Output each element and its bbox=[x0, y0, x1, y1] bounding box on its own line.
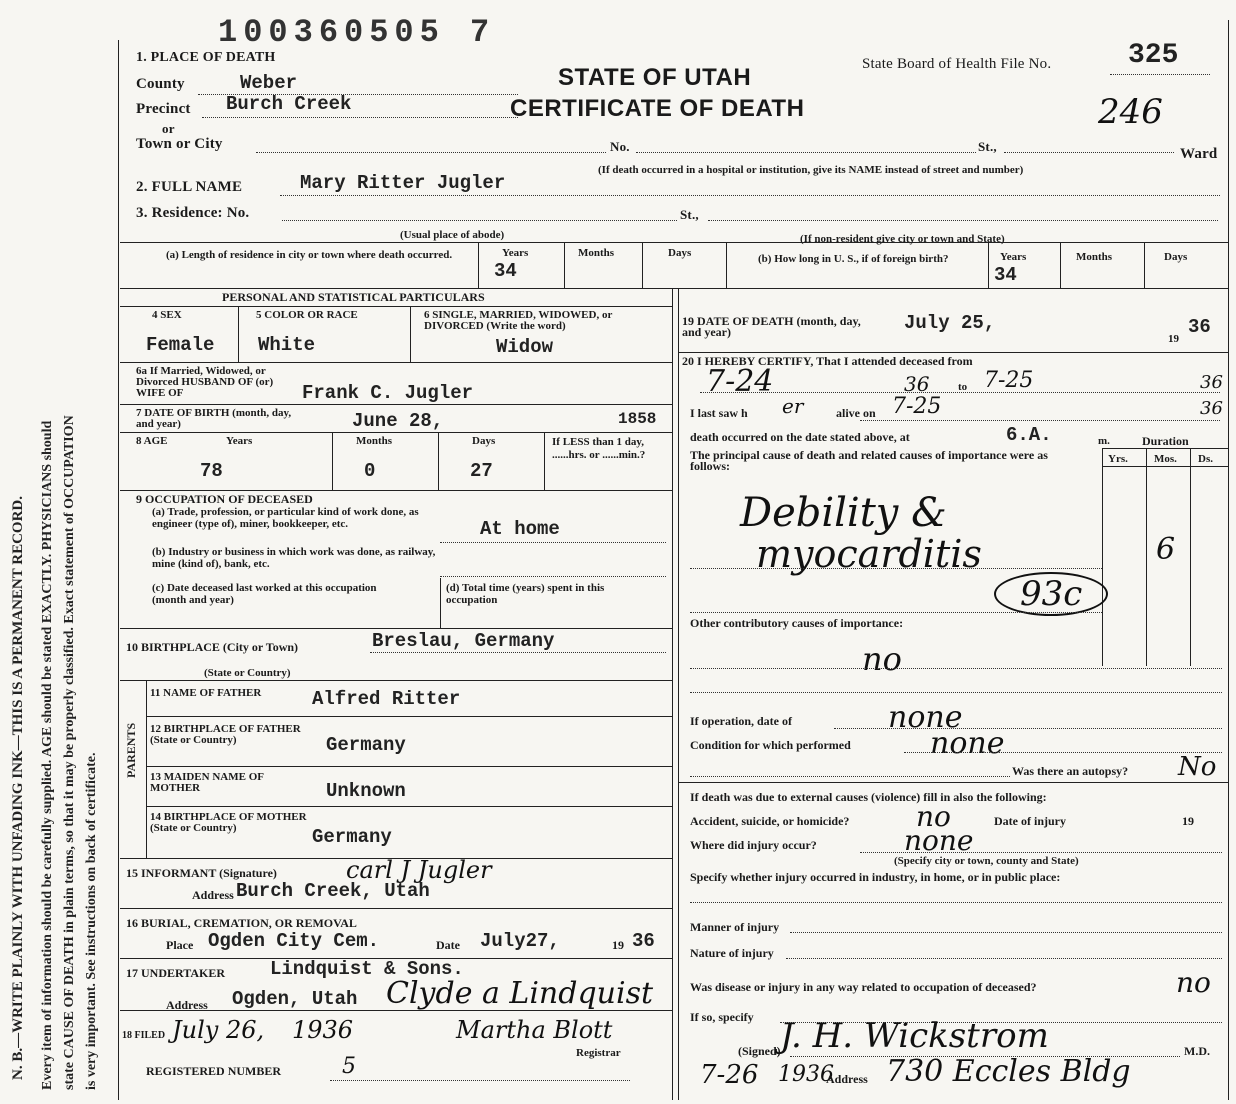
hospital-note: (If death occurred in a hospital or institution, give its NAME instead of street and number) bbox=[598, 164, 1024, 176]
death-time-label: death occurred on the date stated above, at bbox=[690, 430, 910, 444]
spouse-label: 6a If Married, Widowed, or Divorced HUSBAND OF (or) WIFE OF bbox=[136, 365, 274, 399]
last-saw-year: 36 bbox=[1200, 398, 1223, 419]
cause-code: 93c bbox=[994, 572, 1108, 616]
age-years-value: 78 bbox=[200, 460, 223, 482]
undertaker-value: Lindquist & Sons. bbox=[270, 958, 464, 980]
reg-number-label: REGISTERED NUMBER bbox=[146, 1064, 282, 1078]
attend-from: 7-24 bbox=[706, 364, 774, 399]
other-causes-value: no bbox=[862, 640, 902, 678]
filed-date: July 26, bbox=[172, 1016, 265, 1044]
residence-label: 3. Residence: No. bbox=[136, 205, 250, 221]
undertaker-signature: Clyde a Lindquist bbox=[386, 976, 654, 1011]
occupation-d-label: (d) Total time (years) spent in this occupation bbox=[446, 582, 605, 606]
where-injury-value: none bbox=[904, 824, 974, 857]
injury-date-label: Date of injury bbox=[994, 814, 1066, 828]
precinct-label: Precinct bbox=[136, 101, 191, 117]
informant-address-label: Address bbox=[192, 888, 234, 902]
res-months-label: Months bbox=[578, 247, 615, 259]
mos-label: Mos. bbox=[1154, 453, 1177, 465]
county-value: Weber bbox=[240, 72, 298, 94]
color-value: White bbox=[258, 334, 316, 356]
parents-side-label: PARENTS bbox=[124, 722, 138, 778]
marital-value: Widow bbox=[496, 336, 554, 358]
dod-year-value: 36 bbox=[1188, 316, 1211, 338]
last-saw-er: er bbox=[782, 394, 804, 418]
where-injury-label: Where did injury occur? bbox=[690, 838, 817, 852]
sex-label: 4 SEX bbox=[152, 309, 182, 321]
filed-label: 18 FILED bbox=[122, 1030, 166, 1041]
state-file-number: 325 bbox=[1128, 40, 1179, 71]
condition-label: Condition for which performed bbox=[690, 738, 851, 752]
registrar-signature: Martha Blott bbox=[456, 1016, 613, 1044]
attend-from-year: 36 bbox=[904, 372, 930, 396]
town-label: Town or City bbox=[136, 136, 223, 152]
informant-signature: carl J Jugler bbox=[346, 856, 492, 884]
manner-label: Manner of injury bbox=[690, 920, 780, 934]
attend-to-year: 36 bbox=[1200, 372, 1223, 393]
signed-date: 7-26 bbox=[700, 1060, 759, 1090]
signed-label: (Signed) bbox=[738, 1044, 781, 1058]
side-notice-line4: is very important. See instructions on back of certificate. bbox=[84, 752, 99, 1090]
burial-year-value: 36 bbox=[632, 930, 655, 952]
cause-label: The principal cause of death and related causes of importance were as follows: bbox=[690, 448, 1048, 473]
yrs-label: Yrs. bbox=[1108, 453, 1128, 465]
full-name-value: Mary Ritter Jugler bbox=[300, 172, 506, 194]
operation-label: If operation, date of bbox=[690, 714, 792, 728]
duration-label: Duration bbox=[1142, 434, 1189, 448]
county-label: County bbox=[136, 76, 185, 92]
occupation-label: 9 OCCUPATION OF DECEASED bbox=[136, 492, 313, 506]
side-notice-line1: N. B.—WRITE PLAINLY WITH UNFADING INK—THIS IS A PERMANENT RECORD. bbox=[10, 496, 26, 1080]
dod-year-prefix: 19 bbox=[1168, 333, 1179, 345]
external-causes-label: If death was due to external causes (violence) fill in also the following: bbox=[690, 790, 1047, 804]
occupation-b-label: (b) Industry or business in which work was done, as railway, mine (kind of), bank, etc. bbox=[152, 546, 436, 570]
res-years-label: Years bbox=[502, 247, 529, 259]
age-months-label: Months bbox=[356, 435, 393, 447]
to-label: to bbox=[958, 381, 968, 393]
foreign-birth-label: (b) How long in U. S., if of foreign birth? bbox=[758, 253, 949, 265]
no-label: No. bbox=[610, 139, 630, 154]
occupation-a-label: (a) Trade, profession, or particular kind of work done, as engineer (type of), miner, bookkeeper, etc. bbox=[152, 506, 419, 530]
specify-injury-label: Specify whether injury occurred in industry, in home, or in public place: bbox=[690, 870, 1061, 884]
marital-label: 6 SINGLE, MARRIED, WIDOWED, or DIVORCED (Write the word) bbox=[424, 309, 613, 332]
burial-date-value: July27, bbox=[480, 930, 560, 952]
autopsy-label: Was there an autopsy? bbox=[1012, 764, 1129, 778]
occupation-c-label: (c) Date deceased last worked at this occupation (month and year) bbox=[152, 582, 377, 606]
father-birthplace-label: 12 BIRTHPLACE OF FATHER (State or Country) bbox=[150, 723, 301, 746]
md-label: M.D. bbox=[1184, 1044, 1210, 1058]
mother-birthplace-value: Germany bbox=[312, 826, 392, 848]
attend-to: 7-25 bbox=[984, 368, 1034, 393]
side-notice-line2: Every item of information should be carefully supplied. AGE should be stated EXACTLY. PHYSICIANS should bbox=[40, 420, 55, 1090]
m-label: m. bbox=[1098, 435, 1110, 447]
age-label: 8 AGE bbox=[136, 435, 168, 447]
age-months-value: 0 bbox=[364, 460, 376, 482]
cause-months: 6 bbox=[1156, 532, 1176, 567]
occupation-value: At home bbox=[480, 518, 560, 540]
sex-value: Female bbox=[146, 334, 215, 356]
burial-year-prefix: 19 bbox=[612, 938, 624, 952]
accident-label: Accident, suicide, or homicide? bbox=[690, 814, 850, 828]
burial-date-label: Date bbox=[436, 938, 460, 952]
burial-label: 16 BURIAL, CREMATION, OR REMOVAL bbox=[126, 916, 357, 930]
dob-value: June 28, bbox=[352, 410, 444, 432]
center-divider bbox=[672, 288, 673, 1100]
title-state: STATE OF UTAH bbox=[558, 64, 752, 91]
alive-label: alive on bbox=[836, 406, 876, 420]
residence-st-label: St., bbox=[680, 207, 699, 222]
dod-label: 19 DATE OF DEATH (month, day, and year) bbox=[682, 314, 861, 339]
cause-line2: myocarditis bbox=[756, 532, 982, 576]
father-birthplace-value: Germany bbox=[326, 734, 406, 756]
birthplace-value: Breslau, Germany bbox=[372, 630, 555, 652]
state-file-label: State Board of Health File No. bbox=[862, 56, 1052, 72]
personal-heading: PERSONAL AND STATISTICAL PARTICULARS bbox=[222, 290, 485, 304]
birthplace-label: 10 BIRTHPLACE (City or Town) bbox=[126, 640, 299, 654]
burial-place-label: Place bbox=[166, 938, 194, 952]
less-than-label: If LESS than 1 day, ......hrs. or ......min.? bbox=[552, 436, 646, 461]
death-time-value: 6.A. bbox=[1006, 424, 1052, 446]
nonres-note: (If non-resident give city or town and State) bbox=[800, 233, 1005, 245]
mother-label: 13 MAIDEN NAME OF MOTHER bbox=[150, 771, 264, 794]
disease-occupation-value: no bbox=[1176, 966, 1211, 999]
father-value: Alfred Ritter bbox=[312, 688, 461, 710]
foreign-days-label: Days bbox=[1164, 251, 1188, 263]
informant-label: 15 INFORMANT (Signature) bbox=[126, 866, 277, 880]
last-saw-label: I last saw h bbox=[690, 406, 748, 420]
ward-label: Ward bbox=[1180, 146, 1218, 162]
usual-abode-note: (Usual place of abode) bbox=[400, 229, 505, 241]
full-name-label: 2. FULL NAME bbox=[136, 179, 243, 195]
informant-address-value: Burch Creek, Utah bbox=[236, 880, 430, 902]
foreign-years-value: 34 bbox=[994, 264, 1017, 286]
side-notice-line3: state CAUSE OF DEATH in plain terms, so that it may be properly classified. Exact statement of OCCUPATION bbox=[62, 415, 77, 1090]
length-residence-label: (a) Length of residence in city or town where death occurred. bbox=[166, 249, 453, 261]
disease-occupation-label: Was disease or injury in any way related to occupation of deceased? bbox=[690, 980, 1037, 994]
title-certificate: CERTIFICATE OF DEATH bbox=[510, 95, 805, 122]
filed-year: 1936 bbox=[292, 1016, 354, 1044]
condition-value: none bbox=[930, 726, 1005, 761]
reg-number-value: 5 bbox=[342, 1054, 356, 1079]
physician-signature: J. H. Wickstrom bbox=[780, 1016, 1049, 1056]
where-injury-note: (Specify city or town, county and State) bbox=[894, 855, 1079, 867]
undertaker-label: 17 UNDERTAKER bbox=[126, 966, 226, 980]
handwritten-file-number: 246 bbox=[1098, 92, 1163, 132]
other-causes-label: Other contributory causes of importance: bbox=[690, 616, 904, 630]
undertaker-address-label: Address bbox=[166, 998, 208, 1012]
serial-number: 100360505 7 bbox=[218, 14, 496, 51]
if-so-label: If so, specify bbox=[690, 1010, 754, 1024]
foreign-months-label: Months bbox=[1076, 251, 1113, 263]
form-left-border bbox=[118, 40, 119, 1100]
dod-value: July 25, bbox=[904, 312, 996, 334]
cause-line1: Debility & bbox=[740, 490, 947, 536]
last-saw-date: 7-25 bbox=[892, 394, 942, 419]
undertaker-address-value: Ogden, Utah bbox=[232, 988, 358, 1010]
foreign-years-label: Years bbox=[1000, 251, 1027, 263]
certify-label: 20 I HEREBY CERTIFY, That I attended deceased from bbox=[682, 354, 973, 368]
color-label: 5 COLOR OR RACE bbox=[256, 309, 358, 321]
signed-year: 1936 bbox=[778, 1062, 834, 1087]
registrar-label: Registrar bbox=[576, 1047, 621, 1059]
autopsy-value: No bbox=[1178, 752, 1217, 782]
age-days-value: 27 bbox=[470, 460, 493, 482]
operation-value: none bbox=[888, 700, 963, 735]
father-label: 11 NAME OF FATHER bbox=[150, 687, 262, 699]
form-right-border bbox=[1228, 20, 1229, 1100]
or-label: or bbox=[162, 121, 175, 136]
birthplace-state-label: (State or Country) bbox=[204, 667, 291, 679]
accident-value: no bbox=[916, 800, 951, 833]
mother-birthplace-label: 14 BIRTHPLACE OF MOTHER (State or Country) bbox=[150, 811, 307, 834]
ds-label: Ds. bbox=[1198, 453, 1213, 465]
age-days-label: Days bbox=[472, 435, 496, 447]
physician-address-label: Address bbox=[826, 1072, 868, 1086]
res-years-value: 34 bbox=[494, 260, 517, 282]
place-heading: 1. PLACE OF DEATH bbox=[136, 50, 276, 65]
dob-year: 1858 bbox=[618, 410, 657, 428]
nature-label: Nature of injury bbox=[690, 946, 774, 960]
spouse-value: Frank C. Jugler bbox=[302, 382, 474, 404]
mother-value: Unknown bbox=[326, 780, 406, 802]
injury-year-prefix: 19 bbox=[1182, 814, 1194, 828]
st-label: St., bbox=[978, 139, 997, 154]
age-years-label: Years bbox=[226, 435, 253, 447]
physician-address-value: 730 Eccles Bldg bbox=[886, 1054, 1131, 1089]
res-days-label: Days bbox=[668, 247, 692, 259]
burial-place-value: Ogden City Cem. bbox=[208, 930, 380, 952]
precinct-value: Burch Creek bbox=[226, 93, 352, 115]
dob-label: 7 DATE OF BIRTH (month, day, and year) bbox=[136, 407, 292, 430]
